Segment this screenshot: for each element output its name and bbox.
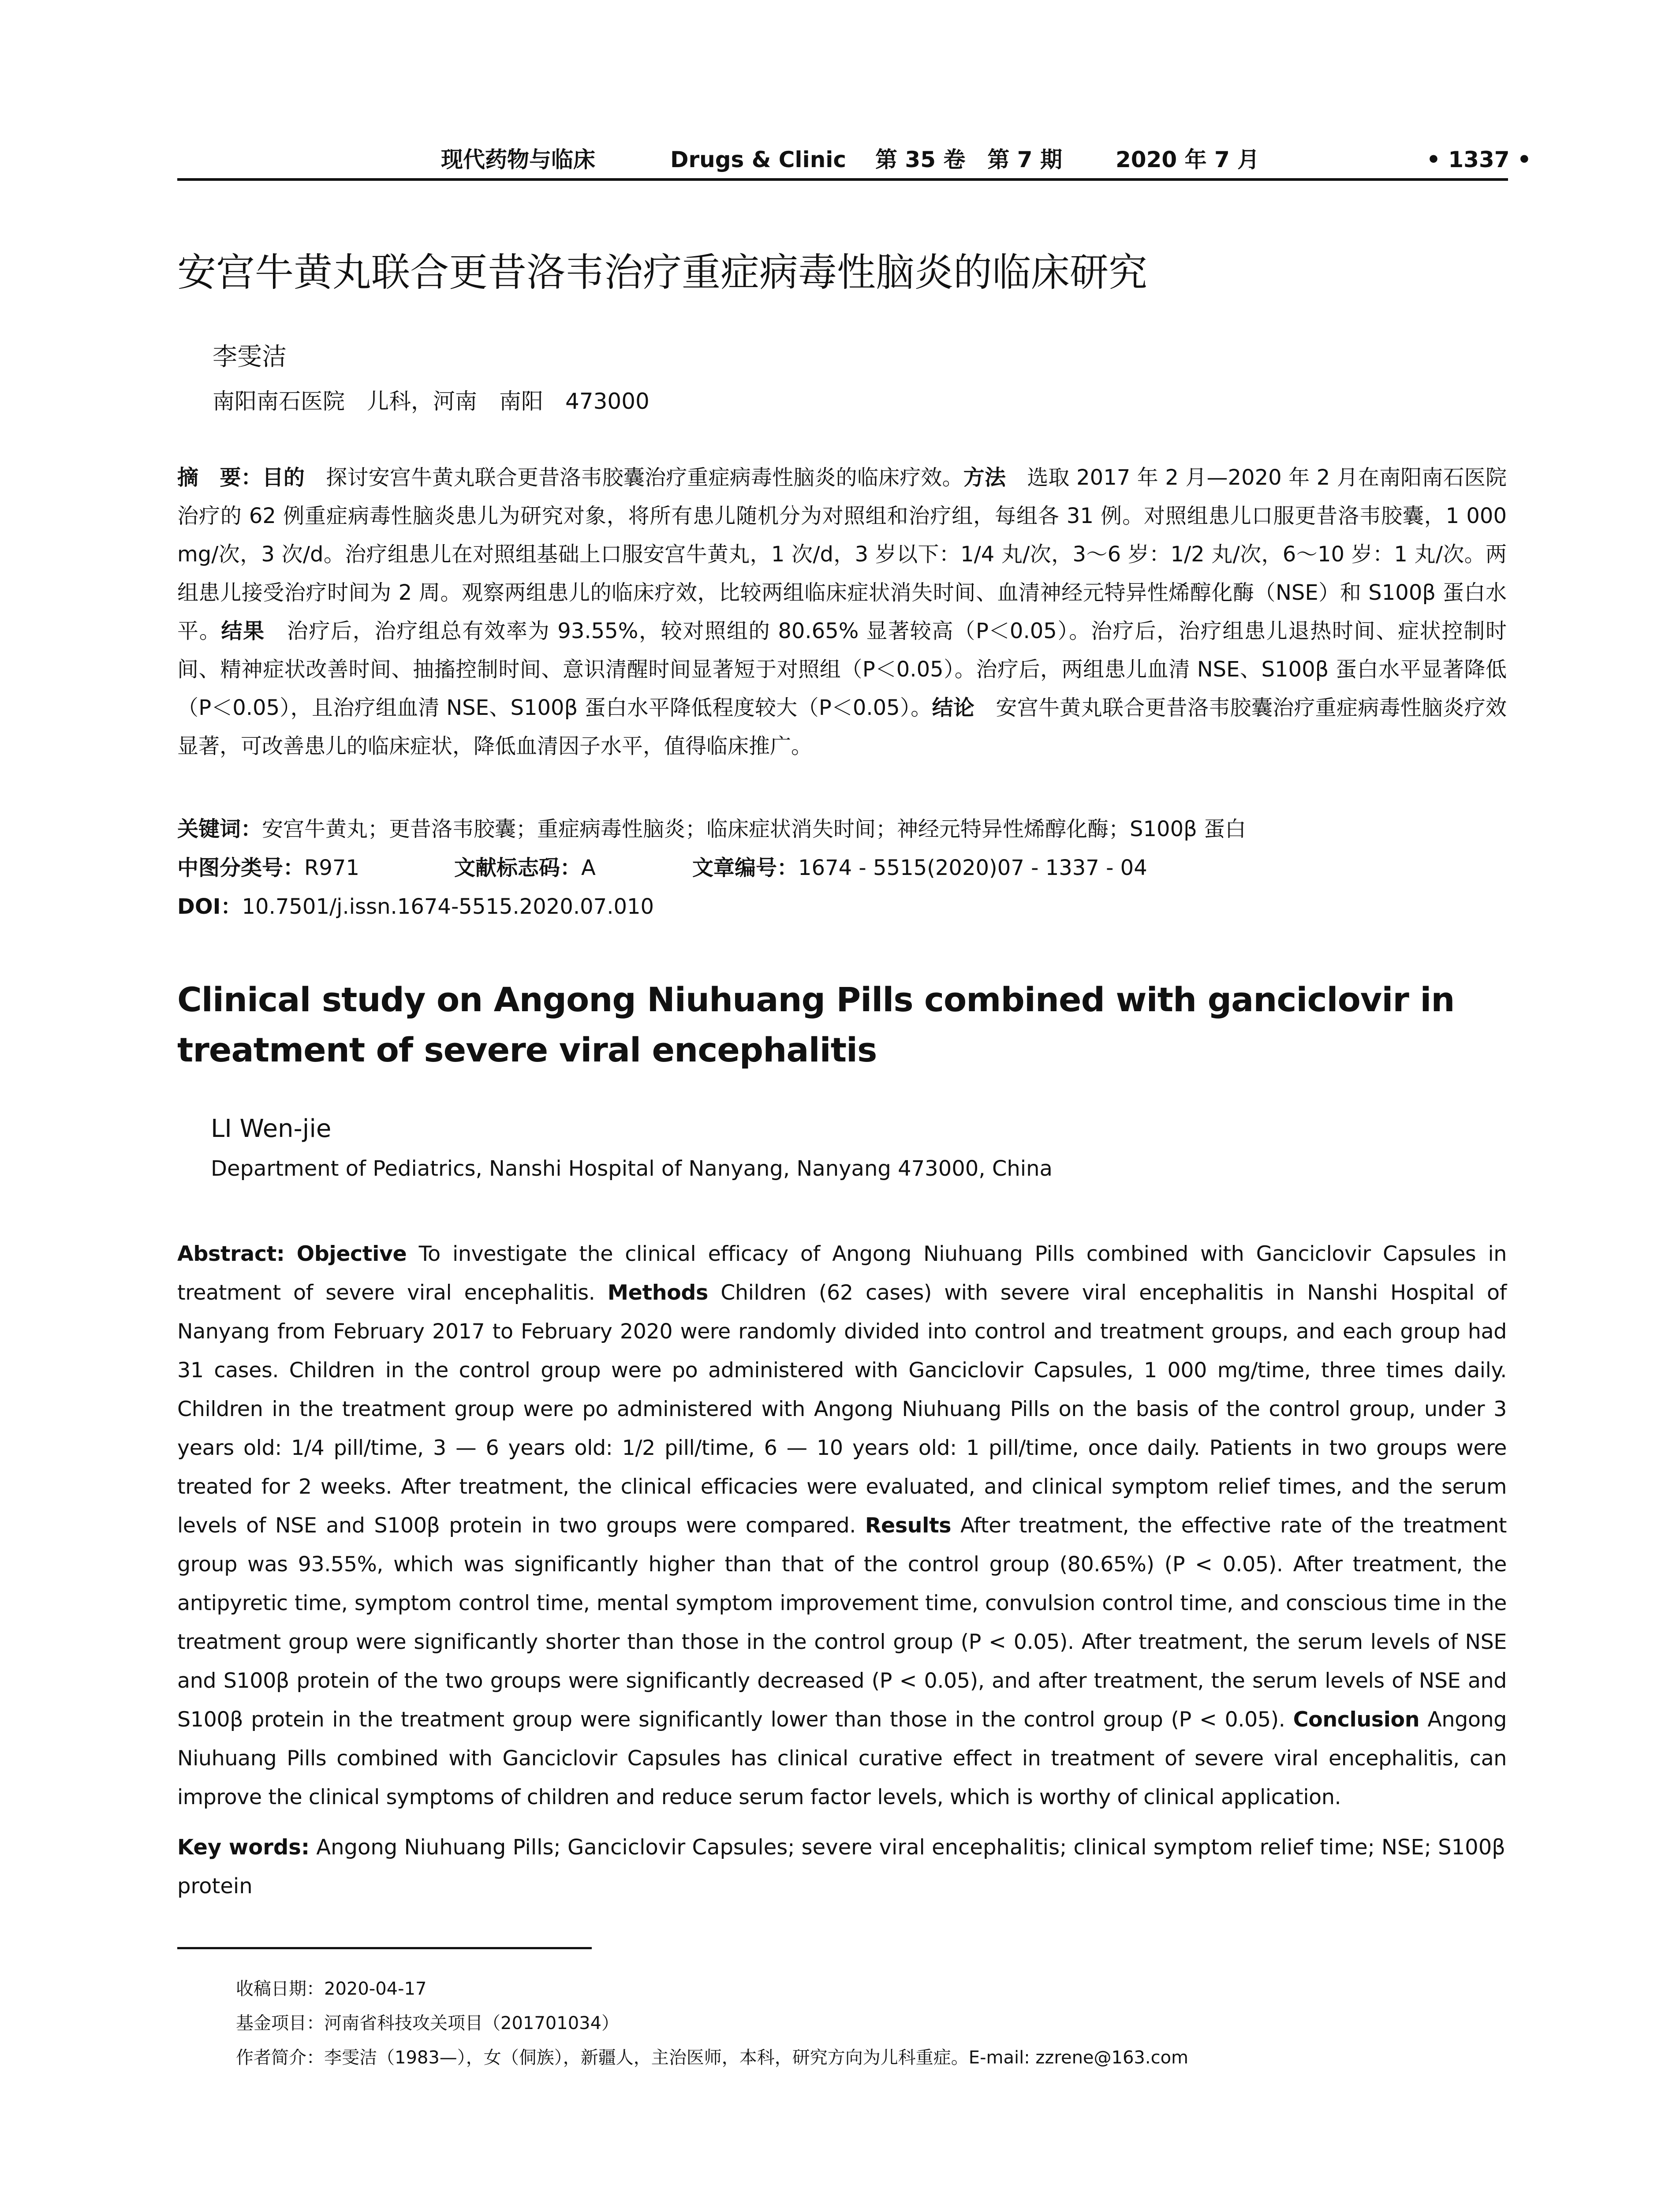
title-en: Clinical study on Angong Niuhuang Pills combined with ganciclovir in treatment of severe viral encephalitis [177, 980, 1455, 1069]
journal-name-cn: 现代药物与临床 [441, 147, 595, 172]
doc-code-value: A [581, 856, 596, 880]
clc-value: R971 [304, 856, 359, 880]
header-rule [177, 178, 1508, 181]
abstract-label-en: Abstract: [177, 1242, 285, 1266]
page-number: • 1337 • [1426, 147, 1531, 172]
conclusion-text-cn: 安宫牛黄丸联合更昔洛韦胶囊治疗重症病毒性脑炎疗效显著，可改善患儿的临床症状，降低血清因子水平，值得临床推广。 [177, 695, 1507, 759]
conclusion-text-en: Angong Niuhuang Pills combined with Ganciclovir Capsules has clinical curative effect in treatment of severe viral encephalitis, can improve the clinical symptoms of children and reduce serum factor levels, which is worthy of clinical application. [177, 1708, 1507, 1809]
methods-label-en: Methods [607, 1281, 708, 1305]
objective-label-cn: 目的 [262, 465, 305, 490]
document-code [454, 850, 596, 886]
abstract-cn [177, 459, 1507, 766]
results-text-cn: 治疗后，治疗组总有效率为 93.55%，较对照组的 80.65% 显著较高（P＜0.05）。治疗后，治疗组患儿退热时间、症状控制时间、精神症状改善时间、抽搐控制时间、意识清醒时间显著短于对照组（P＜0.05）。治疗后，两组患儿血清 NSE、S100β 蛋白水平显著降低（P＜0.05），且治疗组血清 NSE、S100β 蛋白水平降低程度较大（P＜0.05）。 [177, 619, 1507, 720]
objective-text-cn: 探讨安宫牛黄丸联合更昔洛韦胶囊治疗重症病毒性脑炎的临床疗效。 [305, 465, 963, 490]
keywords-label-cn: 关键词： [177, 817, 262, 841]
keywords-text-en: Angong Niuhuang Pills; Ganciclovir Capsules; severe viral encephalitis; clinical symptom relief time; NSE; S100β protein [177, 1835, 1505, 1899]
methods-label-cn: 方法 [963, 465, 1006, 490]
doc-code-label: 文献标志码： [454, 856, 582, 880]
conclusion-label-cn: 结论 [932, 695, 975, 720]
doi-label: DOI： [177, 894, 242, 919]
keywords-cn [177, 811, 1246, 847]
volume-issue: 第 35 卷 第 7 期 [875, 147, 1062, 172]
author-en: LI Wen-jie [211, 1114, 332, 1143]
clc-label: 中图分类号： [177, 856, 305, 880]
footnote-author-bio: 作者简介：李雯洁（1983—），女（侗族），新疆人，主治医师，本科，研究方向为儿科重症。E-mail: zzrene@163.com [236, 2048, 1189, 2068]
conclusion-label-en: Conclusion [1293, 1708, 1420, 1732]
objective-text-en: To investigate the clinical efficacy of Angong Niuhuang Pills combined with Ganciclovir Capsules in treatment of severe viral encephalitis. [177, 1242, 1507, 1305]
issue-date: 2020 年 7 月 [1116, 147, 1260, 172]
affiliation-en: Department of Pediatrics, Nanshi Hospital of Nanyang, Nanyang 473000, China [211, 1156, 1053, 1181]
author-cn: 李雯洁 [213, 343, 287, 371]
doi-line [177, 889, 654, 924]
footnote-fund: 基金项目：河南省科技攻关项目（201701034） [236, 2013, 620, 2033]
article-no-value: 1674 - 5515(2020)07 - 1337 - 04 [798, 856, 1147, 880]
article-number [692, 850, 1147, 886]
objective-label-en: Objective [296, 1242, 407, 1266]
methods-text-en: Children (62 cases) with severe viral encephalitis in Nanshi Hospital of Nanyang from February 2017 to February 2020 were randomly divided into control and treatment groups, and each group had 31 cases. Children in the control group were po administered with Ganciclovir Capsules, 1 000 mg/time, three times daily. Children in the treatment group were po administered with Angong Niuhuang Pills on the basis of the control group, under 3 years old: 1/4 pill/time, 3 — 6 years old: 1/2 pill/time, 6 — 10 years old: 1 pill/time, once daily. Patients in two groups were treated for 2 weeks. After treatment, the clinical efficacies were evaluated, and clinical symptom relief times, and the serum levels of NSE and S100β protein in two groups were compared. [177, 1281, 1507, 1538]
keywords-en [177, 1828, 1507, 1906]
footnote-received: 收稿日期：2020-04-17 [236, 1979, 427, 1999]
journal-name-en: Drugs & Clinic [670, 147, 847, 172]
footnote-rule [177, 1947, 592, 1949]
doi-value[interactable]: 10.7501/j.issn.1674-5515.2020.07.010 [242, 894, 654, 919]
keywords-label-en: Key words: [177, 1835, 310, 1860]
affiliation-cn: 南阳南石医院 儿科，河南 南阳 473000 [213, 389, 650, 414]
abstract-label-cn: 摘 要： [177, 465, 262, 490]
results-label-cn: 结果 [221, 619, 265, 643]
methods-text-cn: 选取 2017 年 2 月—2020 年 2 月在南阳南石医院治疗的 62 例重症病毒性脑炎患儿为研究对象，将所有患儿随机分为对照组和治疗组，每组各 31 例。对照组患儿口服更昔洛韦胶囊，1 000 mg/次，3 次/d。治疗组患儿在对照组基础上口服安宫牛黄丸，1 次/d，3 岁以下：1/4 丸/次，3～6 岁：1/2 丸/次，6～10 岁：1 丸/次。两组患儿接受治疗时间为 2 周。观察两组患儿的临床疗效，比较两组临床症状消失时间、血清神经元特异性烯醇化酶（NSE）和 S100β 蛋白水平。 [177, 465, 1507, 643]
article-no-label: 文章编号： [692, 856, 799, 880]
keywords-text-cn: 安宫牛黄丸；更昔洛韦胶囊；重症病毒性脑炎；临床症状消失时间；神经元特异性烯醇化酶；S100β 蛋白 [262, 817, 1246, 841]
title-cn: 安宫牛黄丸联合更昔洛韦治疗重症病毒性脑炎的临床研究 [177, 250, 1148, 295]
results-text-en: After treatment, the effective rate of the treatment group was 93.55%, which was significantly higher than that of the control group (80.65%) (P < 0.05). After treatment, the antipyretic time, symptom control time, mental symptom improvement time, convulsion control time, and conscious time in the treatment group were significantly shorter than those in the control group (P < 0.05). After treatment, the serum levels of NSE and S100β protein of the two groups were significantly decreased (P < 0.05), and after treatment, the serum levels of NSE and S100β protein in the treatment group were significantly lower than those in the control group (P < 0.05). [177, 1514, 1507, 1732]
classification-line [177, 850, 359, 886]
abstract-en [177, 1235, 1507, 1817]
results-label-en: Results [865, 1514, 952, 1538]
